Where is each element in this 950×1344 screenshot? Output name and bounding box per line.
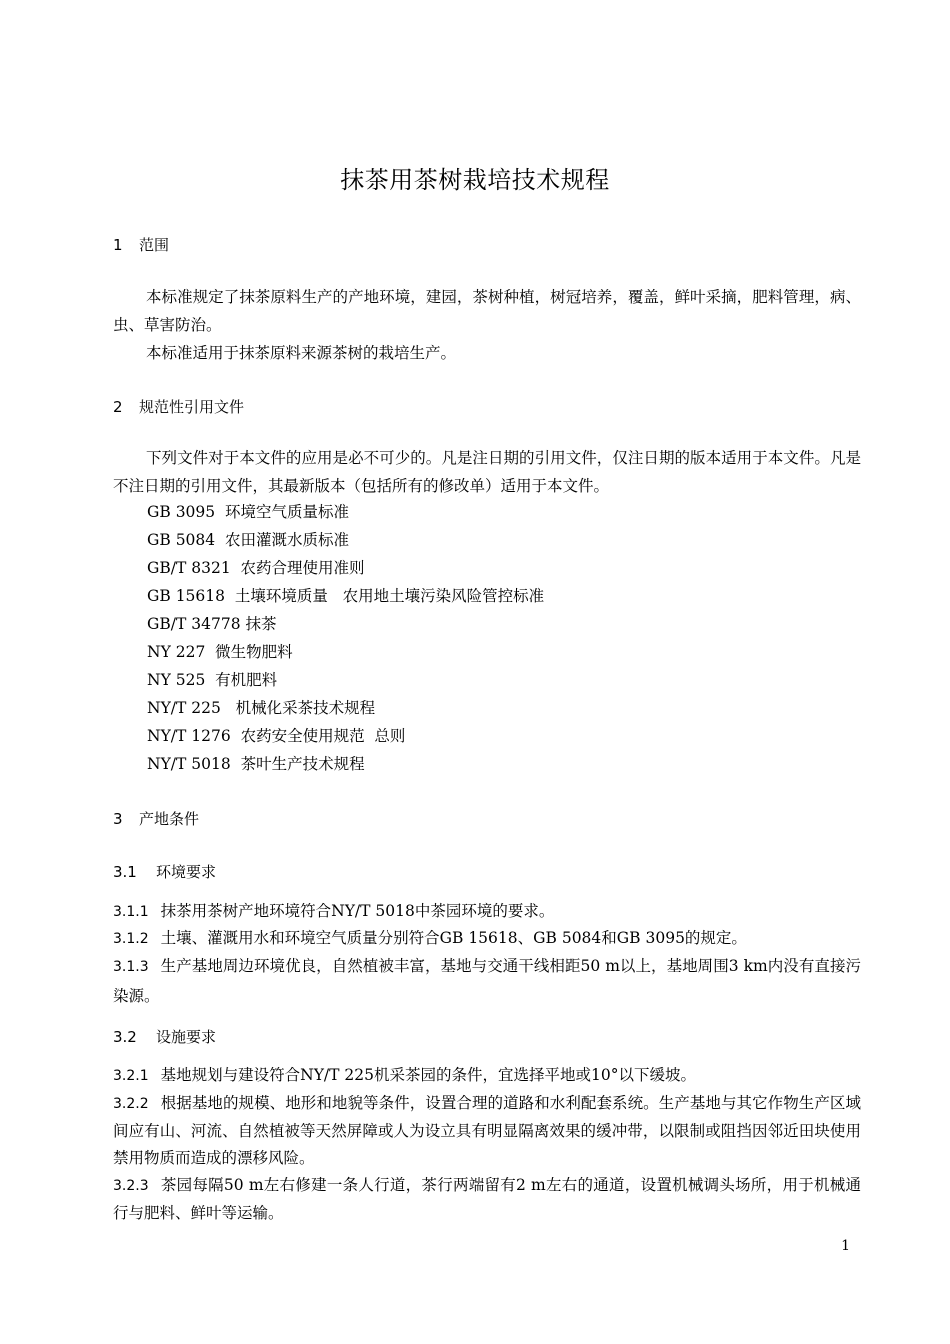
clause-3-2-3 <box>113 1172 861 1227</box>
reference-item: NY/T 1276 农药安全使用规范 总则 <box>147 727 406 745</box>
reference-item: NY/T 5018 茶叶生产技术规程 <box>147 755 365 773</box>
clause-3-2-1 <box>113 1062 861 1090</box>
reference-item: GB/T 34778 抹茶 <box>147 615 277 633</box>
clause-3-2-2 <box>113 1090 861 1172</box>
clause-number: 3.1.3 <box>113 959 149 975</box>
subsection-heading-3-1 <box>113 861 216 882</box>
section-title: 规范性引用文件 <box>139 398 245 416</box>
section-title: 范围 <box>139 236 170 254</box>
section-number: 3 <box>113 810 123 828</box>
clause-number: 3.2.1 <box>113 1068 149 1084</box>
subsection-number: 3.1 <box>113 863 137 881</box>
page-number: 1 <box>841 1238 850 1254</box>
clause-3-1-3 <box>113 952 861 1011</box>
clause-text: 根据基地的规模、地形和地貌等条件，设置合理的道路和水利配套系统。生产基地与其它作物生产区域间应有山、河流、自然植被等天然屏障或人为设立具有明显隔离效果的缓冲带，以限制或阻挡因邻近田块使用禁用物质而造成的漂移风险。 <box>113 1094 861 1167</box>
subsection-title: 环境要求 <box>156 863 217 881</box>
paragraph: 本标准规定了抹茶原料生产的产地环境，建园，茶树种植，树冠培养，覆盖，鲜叶采摘，肥料管理，病、虫、草害防治。 <box>113 288 861 334</box>
clause-number: 3.2.3 <box>113 1178 149 1194</box>
clause-text: 抹茶用茶树产地环境符合NY/T 5018中茶园环境的要求。 <box>160 902 555 920</box>
reference-item: GB 5084 农田灌溉水质标准 <box>147 531 350 549</box>
clause-text: 基地规划与建设符合NY/T 225机采茶园的条件，宜选择平地或10°以下缓坡。 <box>160 1066 696 1084</box>
paragraph: 下列文件对于本文件的应用是必不可少的。凡是注日期的引用文件，仅注日期的版本适用于本文件。凡是不注日期的引用文件，其最新版本（包括所有的修改单）适用于本文件。 <box>113 449 861 495</box>
clause-3-1-1 <box>113 898 861 926</box>
subsection-number: 3.2 <box>113 1028 137 1046</box>
clause-text: 土壤、灌溉用水和环境空气质量分别符合GB 15618、GB 5084和GB 3095的规定。 <box>160 929 747 947</box>
reference-item: GB 3095 环境空气质量标准 <box>147 503 350 521</box>
reference-item: GB/T 8321 农药合理使用准则 <box>147 559 365 577</box>
section-number: 1 <box>113 236 123 254</box>
section-heading-2 <box>113 396 244 417</box>
reference-item: NY 525 有机肥料 <box>147 671 278 689</box>
document-title: 抹茶用茶树栽培技术规程 <box>340 166 610 194</box>
reference-item: NY/T 225 机械化采茶技术规程 <box>147 699 376 717</box>
reference-item: NY 227 微生物肥料 <box>147 643 293 661</box>
clause-number: 3.2.2 <box>113 1096 149 1112</box>
clause-text: 茶园每隔50 m左右修建一条人行道，茶行两端留有2 m左右的通道，设置机械调头场所，用于机械通行与肥料、鲜叶等运输。 <box>113 1176 861 1222</box>
section-heading-1 <box>113 234 169 255</box>
subsection-heading-3-2 <box>113 1026 216 1047</box>
clause-3-1-2 <box>113 925 861 953</box>
subsection-title: 设施要求 <box>156 1028 217 1046</box>
reference-item: GB 15618 土壤环境质量 农用地土壤污染风险管控标准 <box>147 587 545 605</box>
clause-number: 3.1.2 <box>113 931 149 947</box>
section-title: 产地条件 <box>139 810 200 828</box>
section-heading-3 <box>113 808 199 829</box>
clause-text: 生产基地周边环境优良，自然植被丰富，基地与交通干线相距50 m以上，基地周围3 km内没有直接污染源。 <box>113 957 861 1005</box>
clause-number: 3.1.1 <box>113 904 149 920</box>
paragraph: 本标准适用于抹茶原料来源茶树的栽培生产。 <box>146 344 457 362</box>
section-number: 2 <box>113 398 123 416</box>
